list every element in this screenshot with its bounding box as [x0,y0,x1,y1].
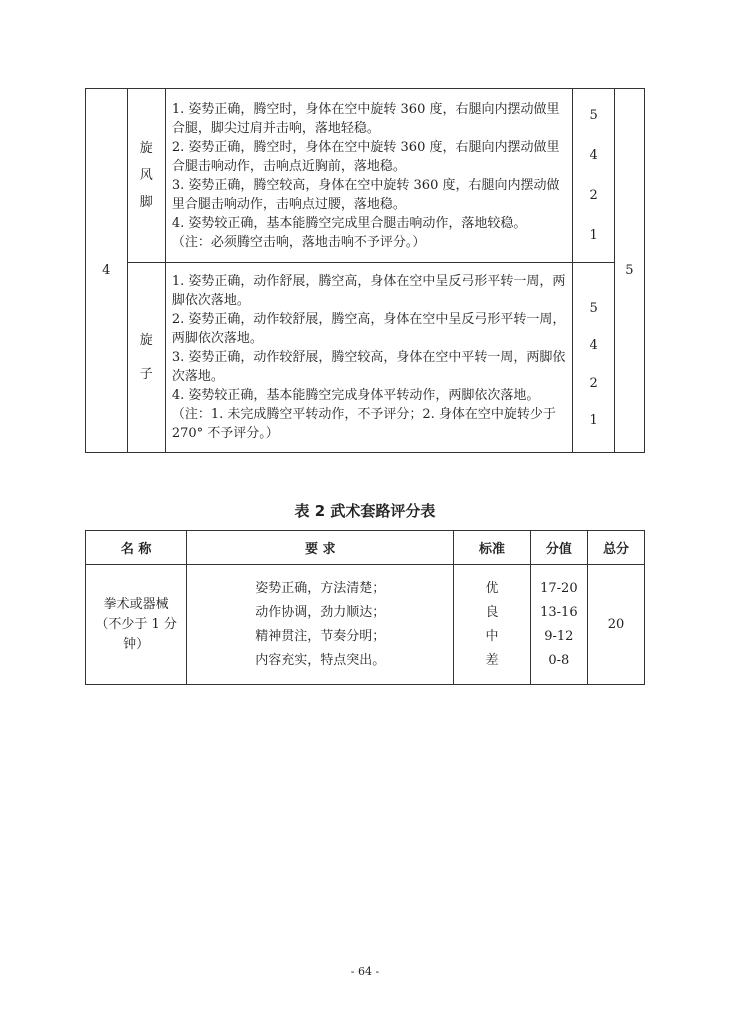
row-number-cell: 4 [86,89,128,453]
requirement-line: 4. 姿势较正确，基本能腾空完成身体平转动作，两脚依次落地。 [171,388,540,403]
score-range: 0-8 [548,652,570,668]
requirement-line: 1. 姿势正确，动作舒展，腾空高，身体在空中呈反弓形平转一周，两脚依次落地。 [171,274,566,308]
score-range: 9-12 [544,628,574,644]
score-value: 4 [589,148,598,163]
table-title: 表 2 武术套路评分表 [294,502,436,520]
table-header-row [86,531,645,565]
score-range-cell [530,565,587,685]
score-range: 13-16 [540,604,578,620]
requirement-line: 内容充实，特点突出。 [255,652,386,668]
item-name-line: 钟） [123,636,150,652]
table-row [86,263,645,453]
requirement-line: 2. 姿势正确，动作较舒展，腾空高，身体在空中呈反弓形平转一周，两脚依次落地。 [171,312,566,346]
header-total: 总分 [587,531,644,565]
scores-cell [573,89,615,263]
standard-grade: 良 [485,604,499,620]
requirement-line: 2. 姿势正确，腾空时，身体在空中旋转 360 度，右腿向内摆动做里合腿击响动作，击响点近胸前，落地稳。 [171,139,560,174]
requirement-note: （注：1. 未完成腾空平转动作，不予评分；2. 身体在空中旋转少于 270° 不予评分。） [171,407,556,441]
total-score-cell: 5 [614,89,644,453]
score-value: 5 [589,300,598,316]
header-requirement: 要 求 [187,531,454,565]
item-name-char: 脚 [139,195,153,210]
item-name-cell [127,263,165,453]
score-value: 4 [589,338,598,354]
requirement-line: 动作协调，劲力顺达； [255,604,386,620]
item-name-char: 旋 [139,141,153,156]
standard-grade: 差 [485,652,499,668]
requirement-line: 4. 姿势较正确，基本能腾空完成里合腿击响动作，落地较稳。 [171,215,527,231]
standard-grade: 中 [485,628,499,644]
total-score-cell: 20 [587,565,644,685]
requirement-line: 3. 姿势正确，动作较舒展，腾空较高，身体在空中平转一周，两脚依次落地。 [171,350,566,384]
scores-cell [573,263,615,453]
header-score: 分值 [530,531,587,565]
item-name-char: 旋 [139,332,153,348]
requirement-line: 1. 姿势正确，腾空时，身体在空中旋转 360 度，右腿向内摆动做里合腿，脚尖过肩并击响，落地轻稳。 [171,101,560,136]
requirements-cell [165,263,572,453]
score-value: 2 [589,375,598,391]
requirement-line: 精神贯注，节奏分明； [255,628,386,644]
requirements-cell [187,565,454,685]
requirements-cell [165,89,572,263]
item-name-cell [127,89,165,263]
item-name-char: 风 [139,168,153,183]
table-row [86,89,645,263]
score-range: 17-20 [540,580,578,596]
score-value: 1 [589,228,598,243]
standard-grade: 优 [485,580,499,596]
header-name: 名 称 [86,531,187,565]
requirement-line: 3. 姿势正确，腾空较高，身体在空中旋转 360 度，右腿向内摆动做里合腿击响动作，击响点过腰，落地稳。 [171,177,560,212]
item-name-line: （不少于 1 分 [95,616,177,632]
item-name-cell [86,565,187,685]
item-name-char: 子 [139,366,153,382]
table-row [86,565,645,685]
requirement-line: 姿势正确，方法清楚； [255,580,386,596]
wushu-routine-scoring-table [85,530,645,685]
item-name-line: 拳术或器械 [103,596,169,612]
score-value: 1 [589,413,598,429]
kick-scoring-table [85,88,645,453]
score-value: 5 [589,108,598,123]
standard-cell [454,565,531,685]
page-number: - 64 - [350,965,380,978]
score-value: 2 [589,188,598,203]
header-standard: 标准 [454,531,531,565]
requirement-note: （注：必须腾空击响，落地击响不予评分。） [171,234,426,250]
